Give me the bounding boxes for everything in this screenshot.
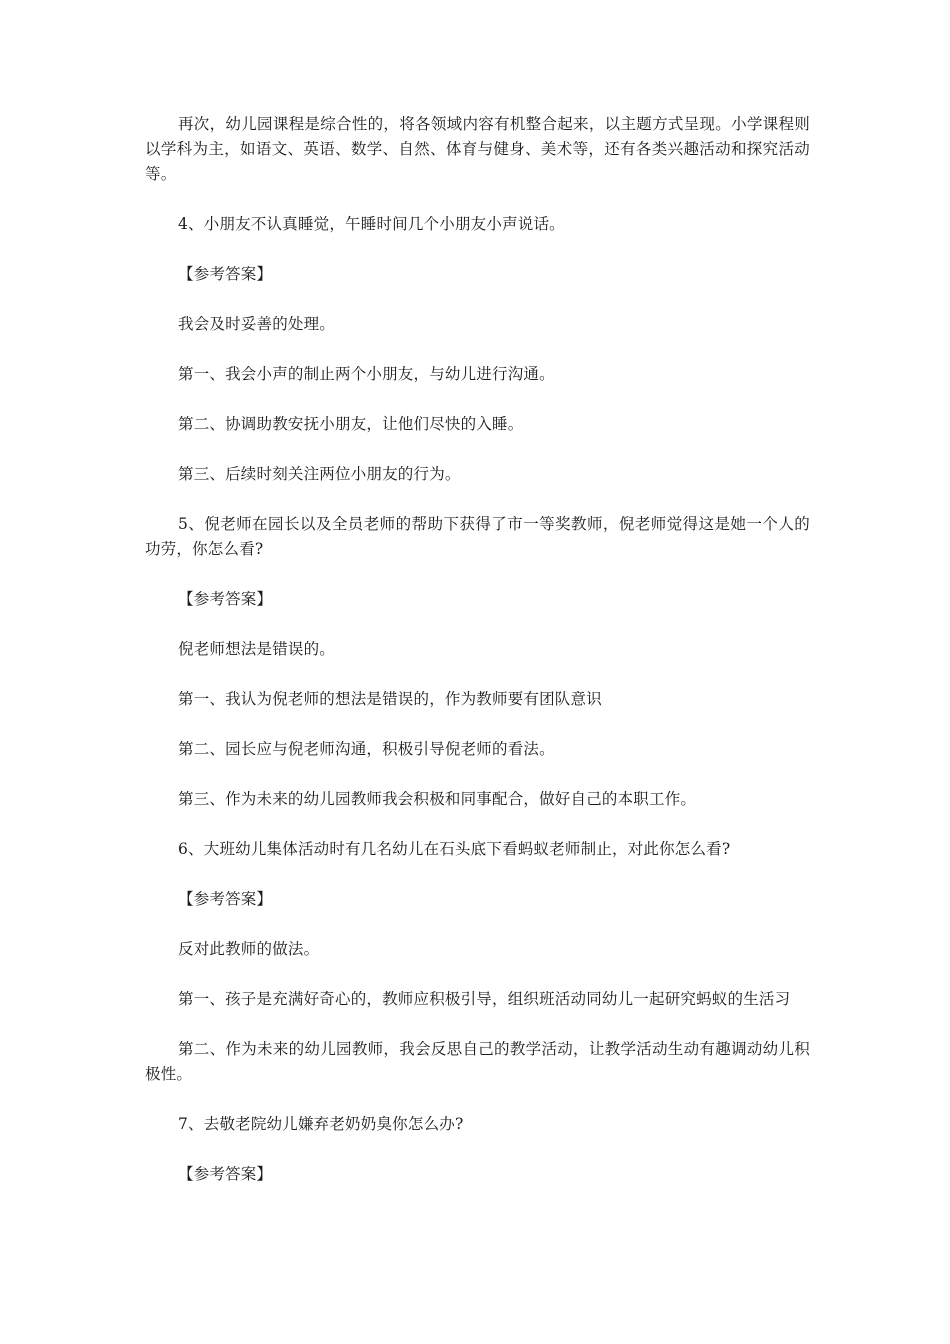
answer-6-point-2: 第二、作为未来的幼儿园教师，我会反思自己的教学活动，让教学活动生动有趣调动幼儿积极性。 [145,1040,810,1083]
answer-6-point-1: 第一、孩子是充满好奇心的，教师应积极引导，组织班活动同幼儿一起研究蚂蚁的生活习 [178,990,791,1008]
answer-heading-4: 【参考答案】 [178,265,273,283]
question-4: 4、小朋友不认真睡觉，午睡时间几个小朋友小声说话。 [178,215,565,233]
answer-4-point-3: 第三、后续时刻关注两位小朋友的行为。 [178,465,461,483]
answer-5-point-3: 第三、作为未来的幼儿园教师我会积极和同事配合，做好自己的本职工作。 [178,790,697,808]
paragraph-curriculum-comparison: 再次，幼儿园课程是综合性的，将各领域内容有机整合起来，以主题方式呈现。小学课程则以学科为主，如语文、英语、数学、自然、体育与健身、美术等，还有各类兴趣活动和探究活动等。 [145,115,810,183]
answer-heading-5: 【参考答案】 [178,590,273,608]
question-6: 6、大班幼儿集体活动时有几名幼儿在石头底下看蚂蚁老师制止，对此你怎么看? [178,840,731,858]
answer-5-point-1: 第一、我认为倪老师的想法是错误的，作为教师要有团队意识 [178,690,602,708]
question-7: 7、去敬老院幼儿嫌弃老奶奶臭你怎么办? [178,1115,464,1133]
answer-4-point-2: 第二、协调助教安抚小朋友，让他们尽快的入睡。 [178,415,524,433]
answer-6-summary: 反对此教师的做法。 [178,940,320,958]
answer-5-summary: 倪老师想法是错误的。 [178,640,336,658]
answer-heading-7: 【参考答案】 [178,1165,273,1183]
answer-heading-6: 【参考答案】 [178,890,273,908]
answer-4-point-1: 第一、我会小声的制止两个小朋友，与幼儿进行沟通。 [178,365,555,383]
answer-5-point-2: 第二、园长应与倪老师沟通，积极引导倪老师的看法。 [178,740,555,758]
document-page [145,112,810,1212]
question-5: 5、倪老师在园长以及全员老师的帮助下获得了市一等奖教师，倪老师觉得这是她一个人的功劳，你怎么看? [145,515,810,558]
answer-4-summary: 我会及时妥善的处理。 [178,315,336,333]
